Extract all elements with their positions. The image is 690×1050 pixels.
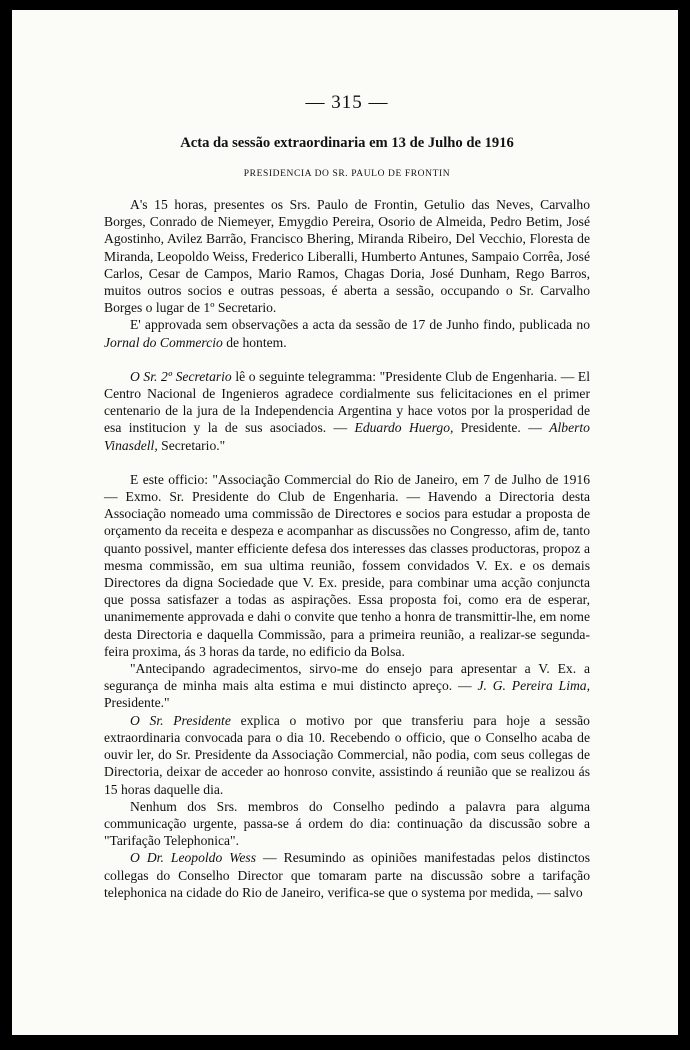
speaker-secretary: O Sr. 2º Secretario (130, 368, 232, 384)
approval-text-end: de hontem. (222, 334, 287, 350)
paragraph-order-of-day: Nenhum dos Srs. membros do Conselho pedindo a palavra para alguma communicação urgente, passa-se á ordem do dia: continuação da discussão sobre a "Tarifação Telephonica". (104, 798, 590, 849)
telegram-text-3: Secretario." (157, 437, 226, 453)
minutes-title: Acta da sessão extraordinaria em 13 de Julho de 1916 (180, 135, 514, 151)
speaker-president: O Sr. Presidente (130, 712, 231, 728)
closing-text: "Antecipando agradecimentos, sirvo-me do ensejo para apresentar a V. Ex. a segurança de minha mais alta estima e mui distincto apreço. — (104, 661, 590, 694)
speaker-weiss: O Dr. Leopoldo Wess (130, 850, 256, 866)
paragraph-weiss (104, 849, 590, 901)
telegram-text-2: Presidente. — (453, 420, 550, 436)
signatory-huergo: Eduardo Huergo, (354, 420, 454, 436)
paragraph-telegram (104, 368, 590, 454)
signatory-pereira-lima: J. G. Pereira Lima, (477, 678, 591, 694)
weiss-text: — Resumindo as opiniões manifestadas pelos distinctos collegas do Conselho Director que tomaram parte na discussão sobre a tarifação telephonica na cidade do Rio de Janeiro, verifica-se que o systema por medida, — salvo (104, 850, 590, 900)
president-text: explica o motivo por que transferiu para hoje a sessão extraordinaria convocada para o dia 10. Recebendo o officio, que o Conselho acaba de ouvir ler, do Sr. Presidente da Associação Commercial, não podia, com seus collegas de Directoria, deixar de acceder ao honroso convite, assistindo á reunião que se realizou ás 15 horas daquelle dia. (104, 712, 590, 797)
page-number: — 315 — (305, 92, 389, 113)
paragraph-approval (104, 316, 590, 350)
paragraph-officio-closing (104, 660, 590, 712)
newspaper-name: Jornal do Commercio (104, 334, 223, 350)
paragraph-president (104, 712, 590, 798)
presidency-subtitle: PRESIDENCIA DO SR. PAULO DE FRONTIN (243, 169, 451, 179)
page-text (104, 92, 590, 901)
telegram-text: lê o seguinte telegramma: "Presidente Club de Engenharia. — El Centro Nacional de Ingenieros agradece cordialmente sus felicitaciones en el primer centenario de la jura de la Independencia Argentina y hace votos por la prosperidad de esa institucion y la de sus asociados. — (104, 368, 590, 436)
signatory-vinasdell: Alberto Vinasdell, (104, 420, 590, 453)
scanned-page (12, 10, 678, 1035)
paragraph-attendance: A's 15 horas, presentes os Srs. Paulo de Frontin, Getulio das Neves, Carvalho Borges, Conrado de Niemeyer, Emygdio Pereira, Osorio de Almeida, Pedro Betim, José Agostinho, Avilez Barrão, Francisco Bhering, Miranda Ribeiro, Del Vecchio, Floresta de Miranda, Leopoldo Weiss, Frederico Liberalli, Humberto Antunes, Sampaio Corrêa, José Carlos, Cesar de Campos, Mario Ramos, Chagas Doria, José Dunham, Rego Barros, muitos outros socios e outras pessoas, é aberta a sessão, occupando o Sr. Carvalho Borges o lugar de 1º Secretario. (104, 197, 590, 316)
approval-text: E' approvada sem observações a acta da sessão de 17 de Junho findo, publicada no (130, 317, 590, 333)
closing-text-2: Presidente." (104, 695, 170, 711)
paragraph-officio: E este officio: "Associação Commercial do Rio de Janeiro, em 7 de Julho de 1916 — Exmo. Sr. Presidente do Club de Engenharia. — Havendo a Directoria desta Associação nomeado uma commissão de Directores e socios para estudar a proposta de orçamento da receita e despeza e acompanhar as discussões no Congresso, afim de, tanto quanto possivel, manter efficiente defesa dos interesses das classes productoras, propoz a mesma commissão, em sua ultima reunião, fossem convidados V. Ex. e os demais Directores da digna Sociedade que V. Ex. preside, para combinar uma acção conjuncta que possa satisfazer a todas as aspirações. Essa proposta foi, como era de esperar, unanimemente approvada e dahi o convite que tenho a honra de transmittir-lhe, em nome desta Directoria e daquella Commissão, para a primeira reunião, a realizar-se segunda-feira proxima, ás 3 horas da tarde, no edificio da Bolsa. (104, 471, 590, 659)
